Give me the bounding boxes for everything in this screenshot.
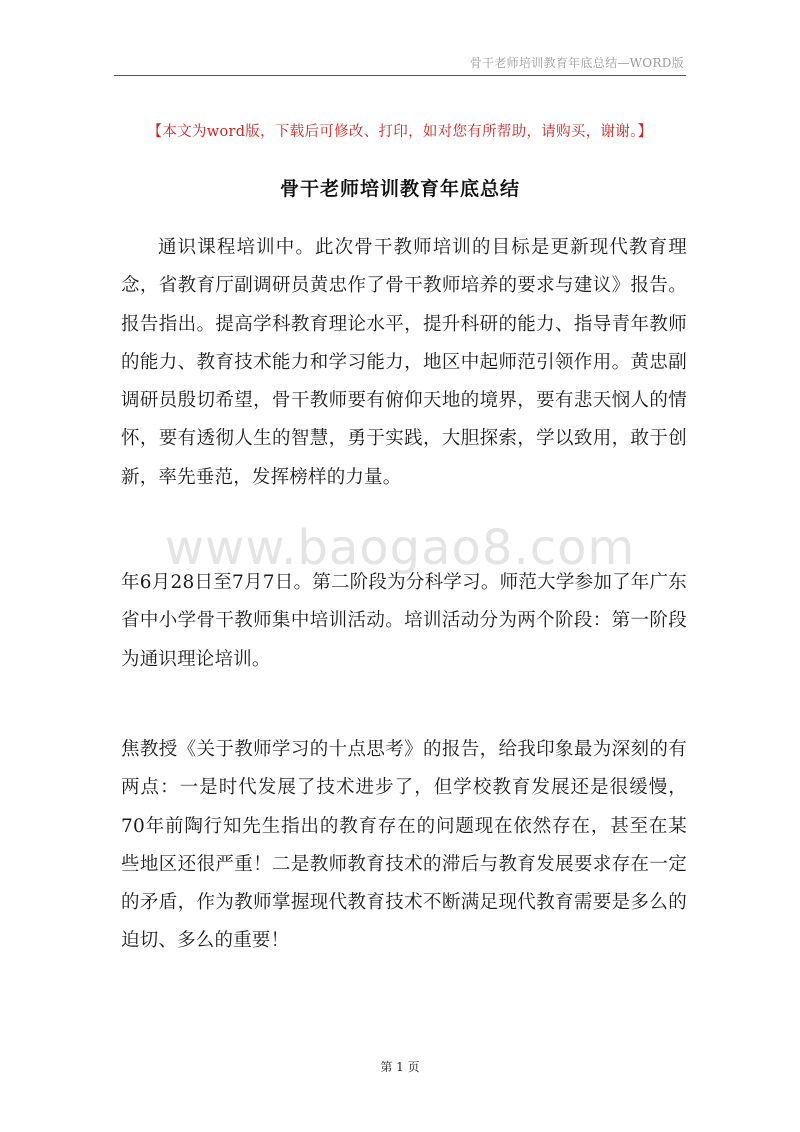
paragraph-3: 焦教授《关于教师学习的十点思考》的报告，给我印象最为深刻的有两点：一是时代发展了技术进步了，但学校教育发展还是很缓慢，70年前陶行知先生指出的教育存在的问题现在依然存在，甚至在某些地区还很严重！二是教师教育技术的滞后与教育发展要求存在一定的矛盾，作为教师掌握现代教育技术不断满足现代教育需要是多么的迫切、多么的重要！ [121,739,687,952]
header-divider [114,75,686,76]
document-title: 骨干老师培训教育年底总结 [279,178,520,200]
running-header: 骨干老师培训教育年底总结—WORD版 [469,56,684,70]
paragraph-1: 通识课程培训中。此次骨干教师培训的目标是更新现代教育理念，省教育厅副调研员黄忠作了骨干教师培养的要求与建议》报告。报告指出。提高学科教育理论水平，提升科研的能力、指导青年教师的能力、教育技术能力和学习能力，地区中起师范引领作用。黄忠副调研员殷切希望，骨干教师要有俯仰天地的境界，要有悲天悯人的情怀，要有透彻人生的智慧，勇于实践，大胆探索，学以致用，敢于创新，率先垂范，发挥榜样的力量。 [121,237,687,488]
watermark: www.baogao8.com [164,520,636,576]
page-number: 第 1 页 [380,1060,420,1074]
download-notice: 【本文为word版，下载后可修改、打印，如对您有所帮助，请购买，谢谢。】 [147,124,653,140]
paragraph-2: 年6月28日至7月7日。第二阶段为分科学习。师范大学参加了年广东省中小学骨干教师集中培训活动。培训活动分为两个阶段：第一阶段为通识理论培训。 [121,572,687,670]
